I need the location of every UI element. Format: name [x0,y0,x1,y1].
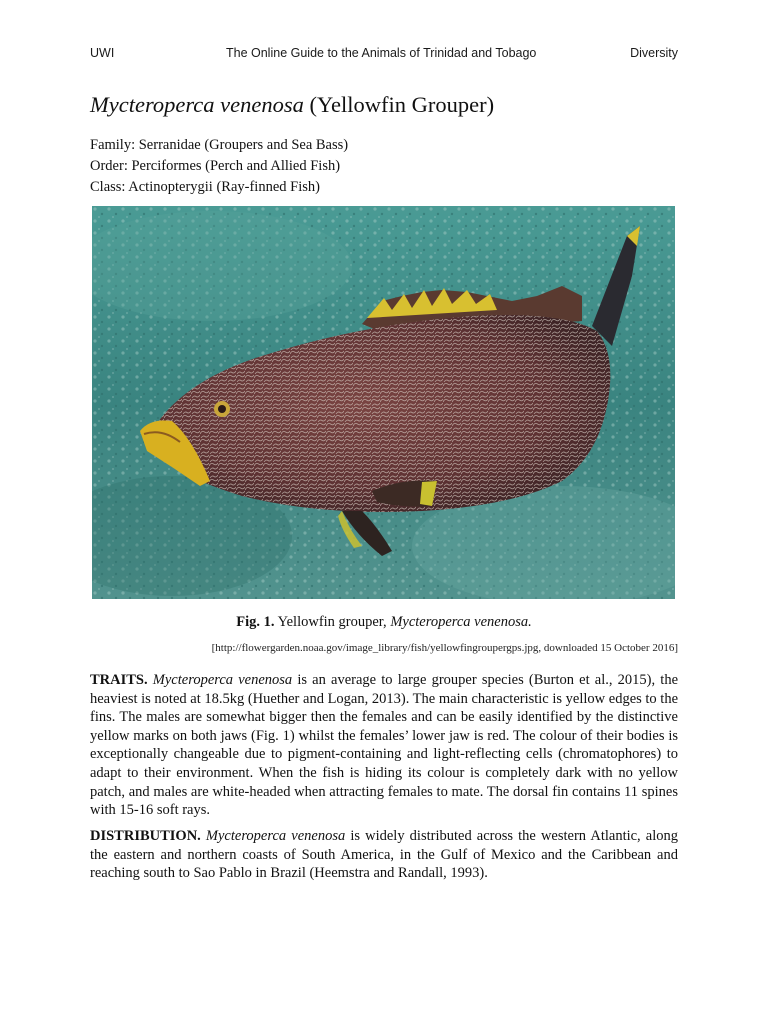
figure-label: Fig. 1. [236,614,275,630]
distribution-scientific-name: Mycteroperca venenosa [205,828,346,844]
taxonomy-family: Family: Serranidae (Groupers and Sea Bass) [90,137,349,153]
taxonomy-class: Class: Actinopterygii (Ray-finned Fish) [90,179,320,195]
figure-caption [90,614,678,631]
traits-scientific-name: Mycteroperca venenosa [152,672,293,688]
title-common-name: (Yellowfin Grouper) [309,92,495,117]
distribution-paragraph [90,827,678,883]
traits-heading: TRAITS. [90,672,148,688]
traits-paragraph [90,671,678,820]
page-header [90,46,678,64]
distribution-heading: DISTRIBUTION. [90,828,201,844]
page-title [90,92,494,118]
taxonomy-order: Order: Perciformes (Perch and Allied Fish) [90,158,341,174]
header-guide-title: The Online Guide to the Animals of Trinidad and Tobago [226,46,537,60]
distribution-text: is widely distributed across the western Atlantic, along the eastern and northern coasts of South America, in the Gulf of Mexico and the Caribbean and reaching south to Sao Pablo in Brazil (Heemstra and Randall, 1993). [90,828,679,882]
title-scientific-name: Mycteroperca venenosa [90,92,304,117]
fish-photo [92,206,675,599]
figure-source: [http://flowergarden.noaa.gov/image_library/fish/yellowfingroupergps.jpg, downloaded 15 October 2016] [211,642,678,654]
header-institution: UWI [90,46,115,60]
traits-text: is an average to large grouper species (Burton et al., 2015), the heaviest is noted at 18.5kg (Huether and Logan, 2013). The main characteristic is yellow edges to the fins. The males are somewhat bigger then the females and can be easily identified by the distinctive yellow marks on both jaws (Fig. 1) whilst the females’ lower jaw is red. The colour of their bodies is exceptionally changeable due to pigment-containing and light-reflecting cells (chromatophores) to adapt to their environment. When the fish is hiding its colour is completely dark with no yellow patch, and males are white-headed when attracting females to mate. The dorsal fin contains 11 spines with 15-16 soft rays. [90,672,679,819]
taxonomy-block [90,135,348,198]
figure-caption-scientific-name: Mycteroperca venenosa. [390,614,532,630]
header-section: Diversity [630,46,678,60]
figure-caption-text: Yellowfin grouper, [277,614,387,630]
